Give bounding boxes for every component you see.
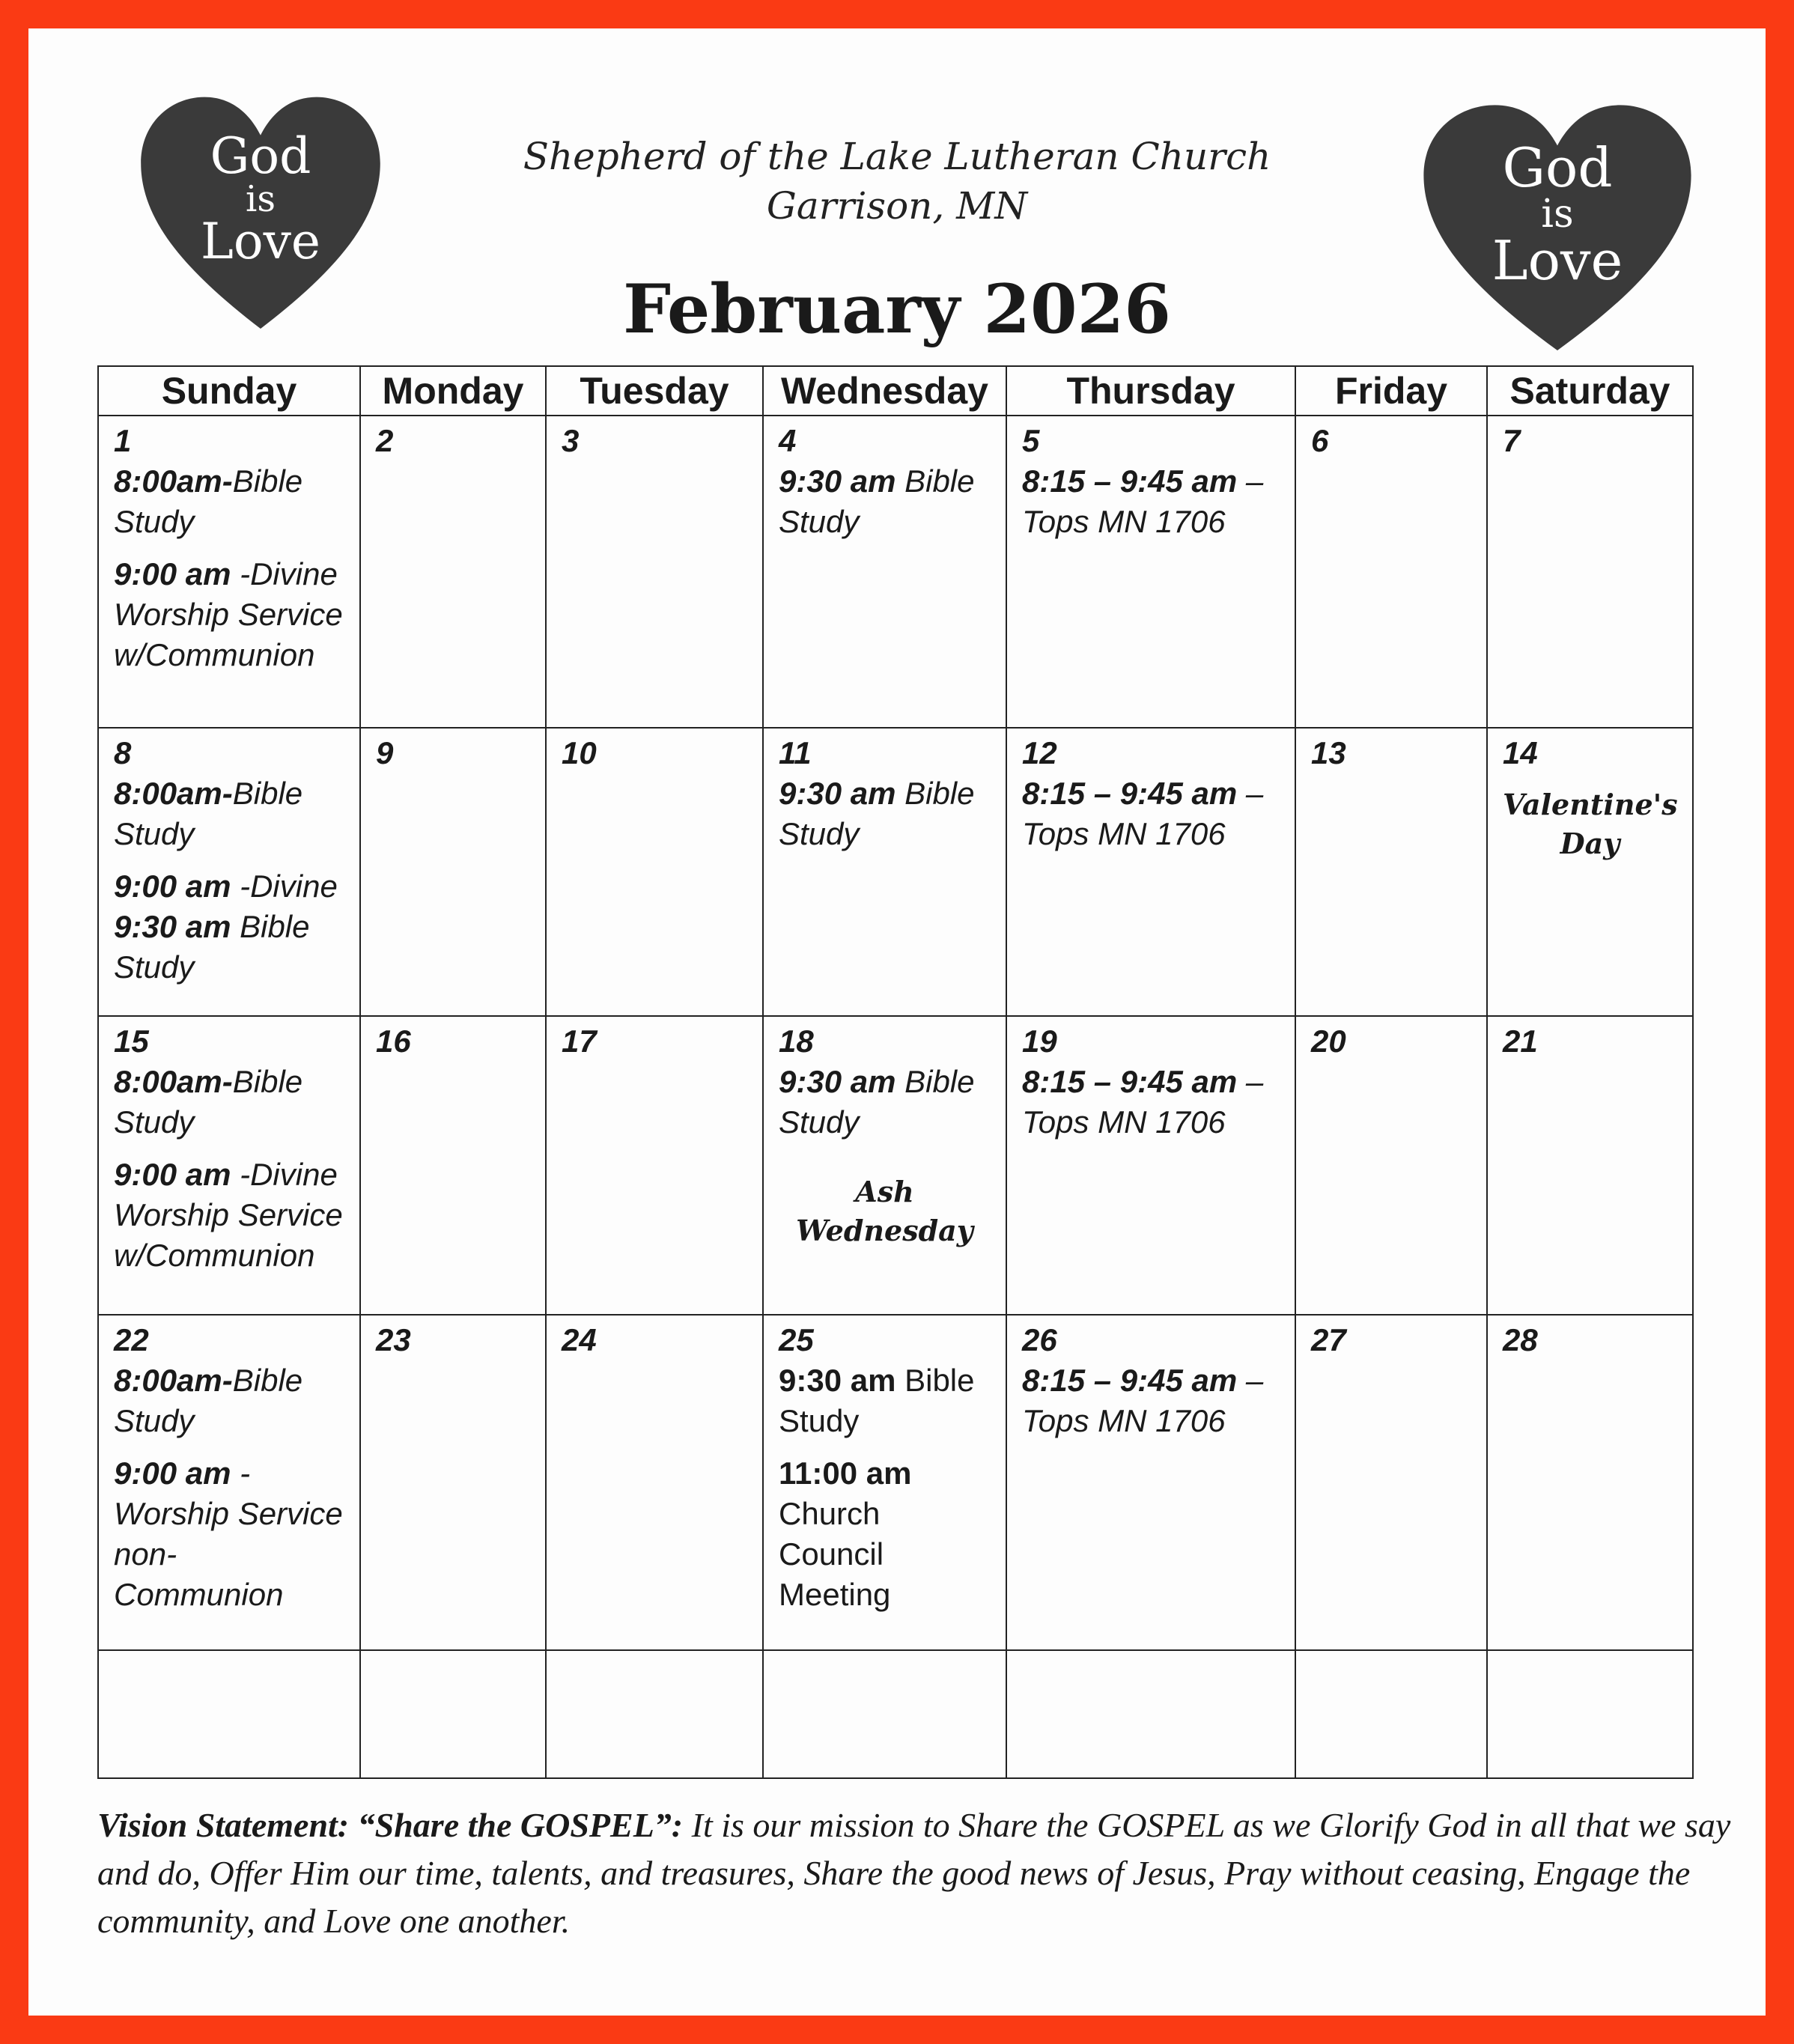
day-number: 7 [1503, 423, 1521, 458]
event-text: Bible Study [779, 776, 975, 852]
event-time: 9:30 am [779, 1363, 896, 1399]
day-cell [763, 1315, 1006, 1649]
event-time: 9:00 am [114, 1157, 231, 1193]
church-name: Shepherd of the Lake Lutheran Church [523, 135, 1271, 178]
weekday-header: Thursday [1006, 366, 1295, 416]
event-text: – Tops MN 1706 [1022, 1064, 1264, 1140]
day-cell [763, 1016, 1006, 1315]
event-text: – Tops MN 1706 [1022, 776, 1264, 852]
event-text: Bible Study [114, 1064, 303, 1140]
day-cell [98, 728, 360, 1016]
vision-statement [97, 1801, 1737, 1945]
day-number: 27 [1311, 1322, 1346, 1358]
calendar-week [98, 1315, 1693, 1649]
event-text: Bible Study [779, 1064, 975, 1140]
event-time: 9:30 am [779, 1064, 896, 1100]
vision-text: It is our mission to Share the GOSPEL as we Glorify God in all that we say and do, Offer Him our time, talents, and treasures, Share the good news of Jesus, Pray without ceasing, Engage the community, and Love one another. [97, 1806, 1731, 1940]
event-time: 9:30 am [114, 909, 231, 945]
day-number: 18 [779, 1023, 814, 1059]
day-cell [1006, 416, 1295, 728]
event-text: -Divine Worship Service w/Communion [114, 556, 343, 672]
event-time: 11:00 am [779, 1456, 912, 1491]
day-cell [360, 728, 546, 1016]
day-cell [98, 1315, 360, 1649]
day-cell [546, 416, 763, 728]
event-time: 9:00 am [114, 1456, 231, 1491]
day-number: 9 [376, 735, 394, 771]
day-cell [98, 1016, 360, 1315]
event-time: 8:15 – 9:45 am [1022, 1064, 1238, 1100]
day-cell [1295, 1650, 1487, 1778]
heart-word-is: is [246, 178, 276, 220]
day-cell [1487, 1315, 1693, 1649]
day-number: 11 [779, 735, 812, 771]
day-cell [546, 1315, 763, 1649]
event-time: 9:00 am [114, 556, 231, 591]
day-cell [1006, 728, 1295, 1016]
vision-label: Vision Statement: “Share the GOSPEL”: [97, 1806, 684, 1844]
day-number: 13 [1311, 735, 1346, 771]
day-cell [360, 1650, 546, 1778]
day-number: 21 [1503, 1023, 1538, 1059]
event-time: 8:15 – 9:45 am [1022, 776, 1238, 812]
day-number: 4 [779, 423, 797, 458]
weekday-header-row [98, 366, 1693, 416]
event-time: 8:15 – 9:45 am [1022, 1363, 1238, 1399]
day-cell [1295, 728, 1487, 1016]
weekday-header: Sunday [98, 366, 360, 416]
day-number: 6 [1311, 423, 1329, 458]
event-text: Bible Study [779, 1363, 975, 1439]
day-number: 10 [562, 735, 597, 771]
day-number: 28 [1503, 1322, 1538, 1358]
day-cell [763, 416, 1006, 728]
month-title: February 2026 [623, 270, 1171, 349]
event-time: 8:00am- [114, 1363, 233, 1399]
day-cell [1295, 1315, 1487, 1649]
day-number: 20 [1311, 1023, 1346, 1059]
day-number: 5 [1022, 423, 1040, 458]
calendar-week [98, 416, 1693, 728]
event-time: 8:00am- [114, 463, 233, 499]
event-text: Bible Study [114, 776, 303, 852]
day-cell [546, 1650, 763, 1778]
church-header [28, 127, 1766, 231]
day-cell [1295, 416, 1487, 728]
day-number: 23 [376, 1322, 411, 1358]
event-time: 9:30 am [779, 463, 896, 499]
calendar-week [98, 1016, 1693, 1315]
day-number: 22 [114, 1322, 149, 1358]
day-number: 25 [779, 1322, 814, 1358]
heart-word-is: is [1541, 192, 1574, 237]
day-number: 2 [376, 423, 394, 458]
heart-word-god: God [210, 127, 311, 185]
event-text: Bible Study [779, 463, 975, 539]
weekday-header: Wednesday [763, 366, 1006, 416]
day-cell [1487, 416, 1693, 728]
holiday-note: Valentine's Day [1503, 788, 1678, 861]
holiday-note: Ash Wednesday [796, 1175, 973, 1248]
heart-word-love: Love [201, 213, 320, 270]
day-cell [98, 1650, 360, 1778]
calendar-week-empty [98, 1650, 1693, 1778]
church-location: Garrison, MN [766, 184, 1028, 228]
event-time: 8:15 – 9:45 am [1022, 463, 1238, 499]
event-text: -Divine [231, 869, 338, 904]
day-cell [1295, 1016, 1487, 1315]
day-number: 15 [114, 1023, 149, 1059]
event-text: – Tops MN 1706 [1022, 1363, 1264, 1439]
event-time: 9:00 am [114, 869, 231, 904]
day-cell [360, 416, 546, 728]
event-time: 8:00am- [114, 1064, 233, 1100]
event-text: -Divine Worship Service w/Communion [114, 1157, 343, 1274]
event-text: Bible Study [114, 909, 310, 985]
event-time: 9:30 am [779, 776, 896, 812]
weekday-header: Tuesday [546, 366, 763, 416]
day-cell [763, 728, 1006, 1016]
day-number: 16 [376, 1023, 411, 1059]
heart-word-love: Love [1492, 229, 1623, 292]
weekday-header: Friday [1295, 366, 1487, 416]
day-cell [1487, 1650, 1693, 1778]
day-cell [98, 416, 360, 728]
day-cell [360, 1315, 546, 1649]
calendar-week [98, 728, 1693, 1016]
event-text: - Worship Service non-Communion [114, 1456, 343, 1613]
day-cell [546, 728, 763, 1016]
weekday-header: Saturday [1487, 366, 1693, 416]
day-cell [1006, 1016, 1295, 1315]
event-time: 8:00am- [114, 776, 233, 812]
day-number: 12 [1022, 735, 1057, 771]
day-number: 8 [114, 735, 132, 771]
day-number: 26 [1022, 1322, 1057, 1358]
day-number: 14 [1503, 735, 1538, 771]
heart-word-god: God [1502, 136, 1613, 199]
day-cell [360, 1016, 546, 1315]
day-cell [546, 1016, 763, 1315]
day-cell [1487, 1016, 1693, 1315]
day-number: 3 [562, 423, 580, 458]
event-text: Bible Study [114, 463, 303, 539]
weekday-header: Monday [360, 366, 546, 416]
day-cell [1487, 728, 1693, 1016]
day-cell [1006, 1315, 1295, 1649]
day-number: 17 [562, 1023, 597, 1059]
day-number: 24 [562, 1322, 597, 1358]
event-text: Church Council Meeting [779, 1496, 891, 1613]
event-text: – Tops MN 1706 [1022, 463, 1264, 539]
day-number: 19 [1022, 1023, 1057, 1059]
flyer-page [28, 28, 1766, 2016]
day-cell [763, 1650, 1006, 1778]
event-text: Bible Study [114, 1363, 303, 1439]
day-cell [1006, 1650, 1295, 1778]
calendar-table [97, 365, 1694, 1779]
day-number: 1 [114, 423, 132, 458]
